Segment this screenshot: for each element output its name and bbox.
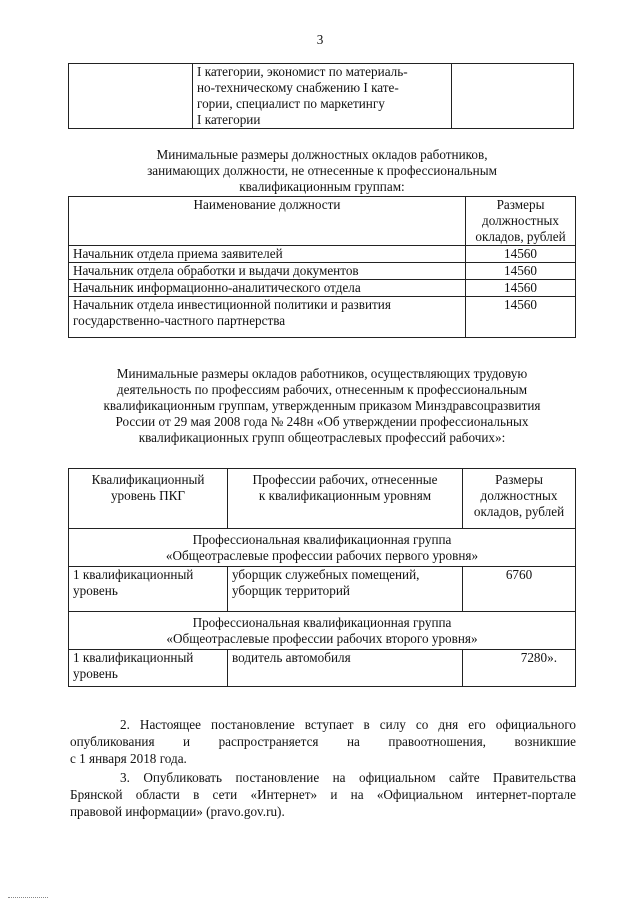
level-line: 1 квалификационный (73, 567, 194, 582)
header-level (69, 469, 228, 529)
header-professions (228, 469, 463, 529)
table-row (69, 650, 576, 687)
header-line: Размеры (495, 472, 543, 487)
paragraph-effective-date (70, 716, 576, 767)
paragraph-line: 2. Настоящее постановление вступает в силу со дня его официального (120, 717, 576, 732)
cell-line: I категории, экономист по материаль- (197, 64, 408, 79)
heading-line: Минимальные размеры должностных окладов работников, (156, 147, 488, 162)
salary-value: 14560 (466, 246, 576, 263)
salary-value: 7280». (463, 650, 576, 687)
position-name: Начальник отдела обработки и выдачи документов (69, 263, 466, 280)
workers-salary-table (68, 468, 576, 687)
heading-line: квалификационным группам: (239, 179, 405, 194)
continued-table (68, 63, 574, 129)
empty-cell (452, 64, 574, 129)
header-line: Профессии рабочих, отнесенные (252, 472, 438, 487)
salary-value: 14560 (466, 297, 576, 338)
position-line: Начальник отдела инвестиционной политики и развития (73, 297, 391, 312)
level-line: уровень (73, 666, 118, 681)
profession-line: уборщик служебных помещений, (232, 567, 420, 582)
header-salary-size (463, 469, 576, 529)
header-salary-size (466, 197, 576, 246)
group-title-row (69, 529, 576, 567)
table-row (69, 246, 576, 263)
header-line: к квалификационным уровням (258, 488, 432, 503)
header-line: должностных (482, 213, 559, 228)
profession-line: уборщик территорий (232, 583, 350, 598)
section-heading-workers (70, 366, 574, 446)
header-position-name: Наименование должности (69, 197, 466, 246)
table-row (69, 263, 576, 280)
group-title (69, 529, 576, 567)
table-row (69, 280, 576, 297)
group-title-line: Профессиональная квалификационная группа (192, 615, 452, 630)
paragraph-publication (70, 769, 576, 820)
position-name: Начальник информационно-аналитического отдела (69, 280, 466, 297)
position-name: Начальник отдела приема заявителей (69, 246, 466, 263)
footer-mark (8, 893, 48, 898)
heading-line: квалификационных групп общеотраслевых профессий рабочих»: (138, 430, 506, 445)
positions-salary-table (68, 196, 576, 338)
level-line: уровень (73, 583, 118, 598)
professions (228, 650, 463, 687)
heading-line: квалификационным группам, утвержденным приказом Минздравсоцразвития (103, 398, 541, 413)
position-line: государственно-частного партнерства (73, 313, 286, 328)
salary-value: 14560 (466, 263, 576, 280)
paragraph-line: Брянской области в сети «Интернет» и на «Официальном интернет-портале (70, 787, 576, 802)
heading-line: России от 29 мая 2008 года № 248н «Об утверждении профессиональных (115, 414, 529, 429)
salary-value: 6760 (463, 567, 576, 612)
heading-line: деятельность по профессиям рабочих, отнесенным к профессиональным (116, 382, 528, 397)
paragraph-line: с 1 января 2018 года. (70, 751, 187, 766)
paragraph-line: 3. Опубликовать постановление на официальном сайте Правительства (120, 770, 576, 785)
table-row (69, 297, 576, 338)
qualification-level (69, 650, 228, 687)
cell-line: гории, специалист по маркетингу (197, 96, 385, 111)
page-number: 3 (316, 32, 324, 47)
group-title-line: Профессиональная квалификационная группа (192, 532, 452, 547)
header-line: окладов, рублей (473, 504, 565, 519)
level-line: 1 квалификационный (73, 650, 194, 665)
header-row (69, 469, 576, 529)
position-name (69, 297, 466, 338)
professions (228, 567, 463, 612)
table-row (69, 567, 576, 612)
header-line: окладов, рублей (475, 229, 566, 244)
cell-line: I категории (197, 112, 261, 127)
salary-value: 14560 (466, 280, 576, 297)
header-line: Размеры (496, 197, 545, 212)
profession-line: водитель автомобиля (232, 650, 351, 665)
cell-line: но-техническому снабжению I кате- (197, 80, 399, 95)
section-heading-positions (70, 147, 574, 195)
group-title-line: «Общеотраслевые профессии рабочих второго уровня» (166, 631, 478, 646)
header-line: Квалификационный (91, 472, 205, 487)
heading-line: Минимальные размеры окладов работников, осуществляющих трудовую (116, 366, 528, 381)
heading-line: занимающих должности, не отнесенные к профессиональным (147, 163, 497, 178)
qualification-level (69, 567, 228, 612)
group-title-line: «Общеотраслевые профессии рабочих первого уровня» (165, 548, 479, 563)
header-line: уровень ПКГ (110, 488, 186, 503)
paragraph-line: опубликования и распространяется на правоотношения, возникшие (70, 734, 576, 749)
empty-cell (69, 64, 193, 129)
group-title (69, 612, 576, 650)
positions-cell (193, 64, 452, 129)
group-title-row (69, 612, 576, 650)
header-line: должностных (480, 488, 558, 503)
paragraph-line: правовой информации» (pravo.gov.ru). (70, 804, 285, 819)
